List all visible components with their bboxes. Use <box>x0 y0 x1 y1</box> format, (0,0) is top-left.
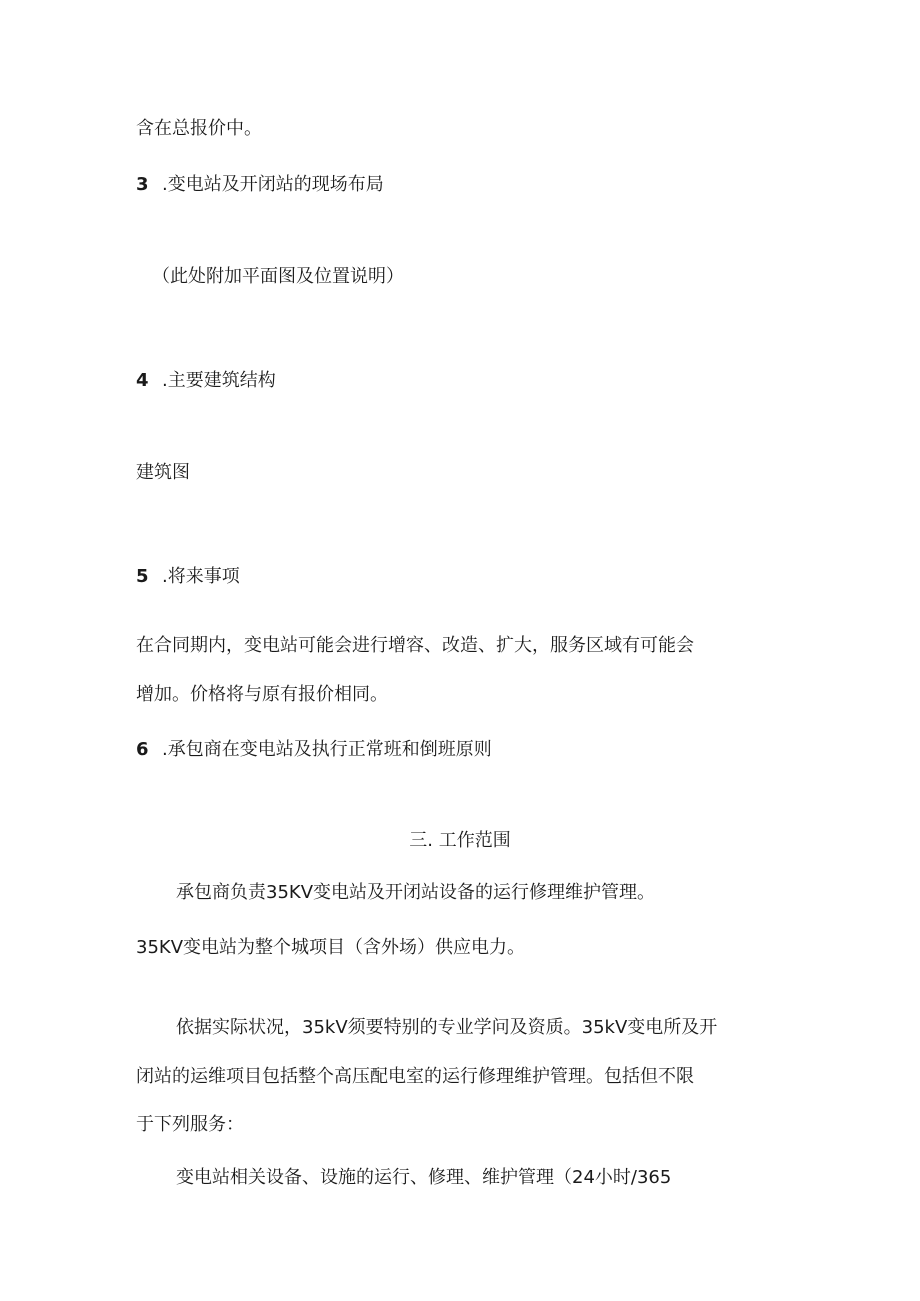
chapter-3-title: 三. 工作范围 <box>409 830 511 851</box>
section-4-number: 4 <box>136 370 149 391</box>
section-5-body-line-1: 在合同期内，变电站可能会进行增容、改造、扩大，服务区域有可能会 <box>136 635 694 656</box>
section-3-note: （此处附加平面图及位置说明） <box>152 266 404 287</box>
continuation-text: 含在总报价中。 <box>136 118 262 139</box>
section-4-heading <box>136 369 276 393</box>
section-3-number: 3 <box>136 174 149 195</box>
chapter-3-paragraph-1: 承包商负责35KV变电站及开闭站设备的运行修理维护管理。 <box>176 882 656 903</box>
chapter-3-paragraph-2: 35KV变电站为整个城项目（含外场）供应电力。 <box>136 937 526 958</box>
section-6-number: 6 <box>136 739 149 760</box>
section-6-heading <box>136 738 492 762</box>
section-5-number: 5 <box>136 566 149 587</box>
chapter-3-paragraph-3-line-2: 闭站的运维项目包括整个高压配电室的运行修理维护管理。包括但不限 <box>136 1066 694 1087</box>
section-6-title: .承包商在变电站及执行正常班和倒班原则 <box>162 739 492 760</box>
section-5-title: .将来事项 <box>162 566 240 587</box>
section-3-title: .变电站及开闭站的现场布局 <box>162 174 384 195</box>
chapter-3-paragraph-4: 变电站相关设备、设施的运行、修理、维护管理（24小时/365 <box>176 1167 672 1188</box>
section-5-heading <box>136 565 240 589</box>
section-4-body: 建筑图 <box>136 462 190 483</box>
section-4-title: .主要建筑结构 <box>162 370 276 391</box>
section-5-body-line-2: 增加。价格将与原有报价相同。 <box>136 684 388 705</box>
section-3-heading <box>136 173 384 197</box>
chapter-3-paragraph-3-line-3: 于下列服务： <box>136 1114 244 1135</box>
chapter-3-paragraph-3-line-1: 依据实际状况，35kV须要特别的专业学问及资质。35kV变电所及开 <box>176 1017 718 1038</box>
